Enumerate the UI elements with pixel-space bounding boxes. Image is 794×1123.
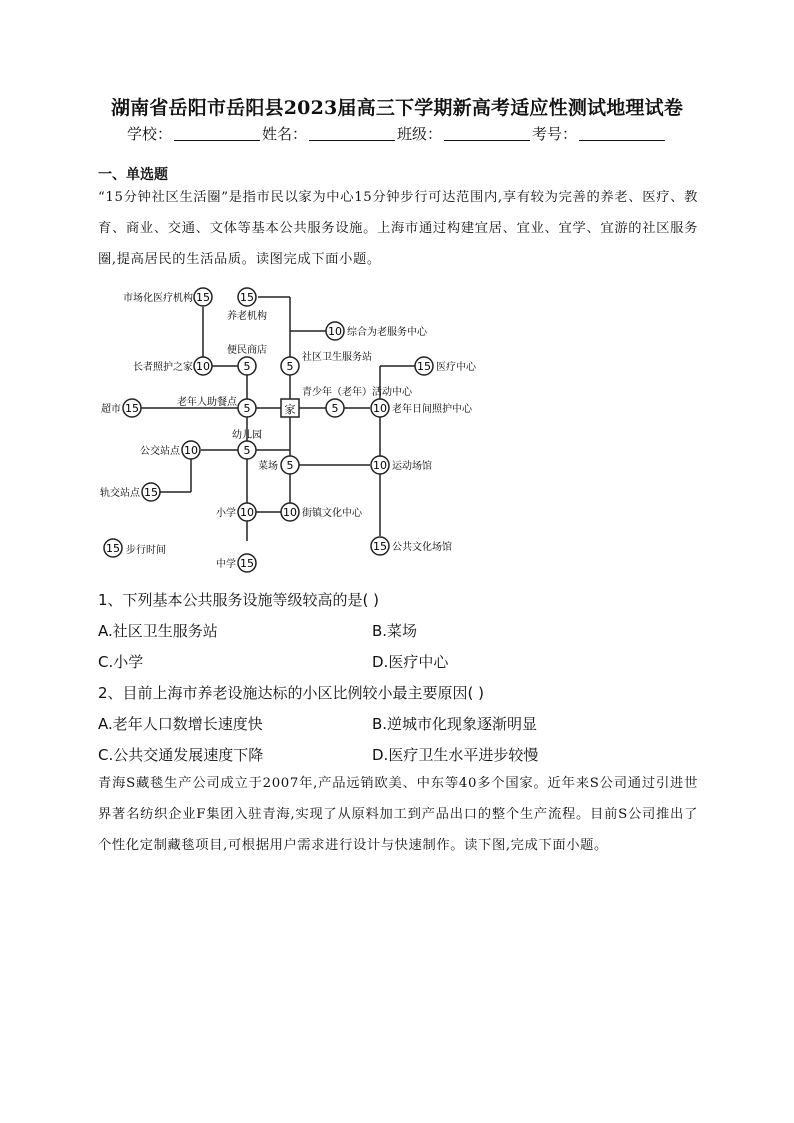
node-label: 养老机构 [227, 311, 267, 322]
diagram-node [281, 350, 372, 375]
node-label: 街镇文化中心 [302, 508, 362, 519]
node-walk-time: 10 [328, 325, 342, 338]
node-label: 医疗中心 [436, 362, 476, 373]
node-walk-time: 5 [243, 444, 251, 457]
exam-title: 湖南省岳阳市岳阳县2023届高三下学期新高考适应性测试地理试卷 [110, 97, 684, 119]
q1-option-a[interactable]: A.社区卫生服务站 [98, 622, 218, 640]
section-heading: 一、单选题 [98, 167, 168, 183]
node-walk-time: 5 [243, 402, 251, 415]
school-label: 学校： [126, 125, 172, 143]
diagram-nodes [281, 399, 299, 417]
node-label: 综合为老服务中心 [347, 327, 427, 338]
diagram-node [371, 456, 432, 474]
passage-1: “15分钟社区生活圈”是指市民以家为中心15分钟步行可达范围内,享有较为完善的养老、医疗、教育、商业、交通、文体等基本公共服务设施。上海市通过构建宜居、宜业、宜学、宜游的社区服务圈,提高居民的生活品质。读图完成下面小题。 [98, 190, 698, 267]
node-label: 社区卫生服务站 [302, 352, 372, 363]
question-1: 1、下列基本公共服务设施等级较高的是( ) [98, 591, 380, 609]
node-label: 青少年（老年）活动中心 [302, 387, 412, 398]
home-label: 家 [284, 403, 296, 416]
exam-number-label: 考号： [532, 125, 578, 143]
node-walk-time: 10 [184, 444, 198, 457]
node-label: 公交站点 [140, 446, 180, 457]
node-label: 老年日间照护中心 [392, 404, 472, 415]
diagram-node [371, 399, 473, 417]
diagram-node [101, 399, 141, 417]
node-label: 菜场 [258, 461, 278, 472]
diagram-node [216, 503, 256, 521]
node-walk-time: 10 [373, 459, 387, 472]
node-label: 长者照护之家 [133, 362, 193, 373]
diagram-node [371, 537, 452, 555]
node-walk-time: 15 [240, 291, 254, 304]
node-label: 小学 [216, 508, 236, 519]
node-label: 便民商店 [227, 345, 267, 356]
node-walk-time: 5 [243, 360, 251, 373]
node-walk-time: 10 [240, 506, 254, 519]
diagram-node [415, 357, 477, 375]
node-label: 中学 [216, 559, 236, 570]
diagram-node [326, 322, 428, 340]
q1-option-d[interactable]: D.医疗中心 [372, 653, 449, 671]
diagram-node [133, 357, 212, 375]
diagram-node [227, 343, 267, 375]
q2-option-b[interactable]: B.逆城市化现象逐渐明显 [372, 715, 538, 733]
node-label: 公共文化场馆 [392, 542, 452, 553]
node-walk-time: 15 [125, 402, 139, 415]
q2-option-d[interactable]: D.医疗卫生水平进步较慢 [372, 746, 539, 764]
node-label: 轨交站点 [100, 488, 140, 499]
class-label: 班级： [397, 125, 443, 143]
diagram-node [258, 456, 299, 474]
legend [104, 539, 166, 557]
diagram-node [177, 395, 256, 417]
node-walk-time: 15 [144, 486, 158, 499]
q1-option-b[interactable]: B.菜场 [372, 622, 418, 640]
passage-2: 青海S藏毯生产公司成立于2007年,产品远销欧美、中东等40多个国家。近年来S公司通过引进世界著名纺织企业F集团入驻青海,实现了从原料加工到产品出口的整个生产流程。目前S公司推出了个性化定制藏毯项目,可根据用户需求进行设计与快速制作。读下图,完成下面小题。 [98, 776, 698, 853]
diagram-node [227, 288, 267, 322]
diagram-node [140, 441, 200, 459]
node-label: 超市 [101, 404, 121, 415]
diagram-node [232, 428, 262, 459]
q1-option-c[interactable]: C.小学 [98, 653, 144, 671]
question-2: 2、目前上海市养老设施达标的小区比例较小最主要原因( ) [98, 684, 485, 702]
legend-label: 步行时间 [126, 545, 166, 556]
diagram-node [123, 288, 212, 306]
node-label: 幼儿园 [232, 430, 262, 441]
node-label: 运动场馆 [392, 461, 432, 472]
name-label: 姓名： [261, 125, 307, 143]
diagram-node [216, 554, 256, 572]
node-walk-time: 10 [373, 402, 387, 415]
q2-option-c[interactable]: C.公共交通发展速度下降 [98, 746, 264, 764]
node-label: 老年人助餐点 [177, 397, 237, 408]
node-walk-time: 15 [196, 291, 210, 304]
node-layer [100, 288, 477, 572]
diagram-node [100, 483, 160, 501]
node-walk-time: 15 [240, 557, 254, 570]
node-walk-time: 5 [286, 459, 294, 472]
q2-option-a[interactable]: A.老年人口数增长速度快 [98, 715, 263, 733]
node-walk-time: 5 [331, 402, 339, 415]
node-walk-time: 15 [417, 360, 431, 373]
legend-value: 15 [106, 542, 120, 555]
node-walk-time: 5 [286, 360, 294, 373]
node-walk-time: 15 [373, 540, 387, 553]
node-walk-time: 10 [283, 506, 297, 519]
node-label: 市场化医疗机构 [123, 293, 193, 304]
node-walk-time: 10 [196, 360, 210, 373]
diagram-node [281, 503, 363, 521]
